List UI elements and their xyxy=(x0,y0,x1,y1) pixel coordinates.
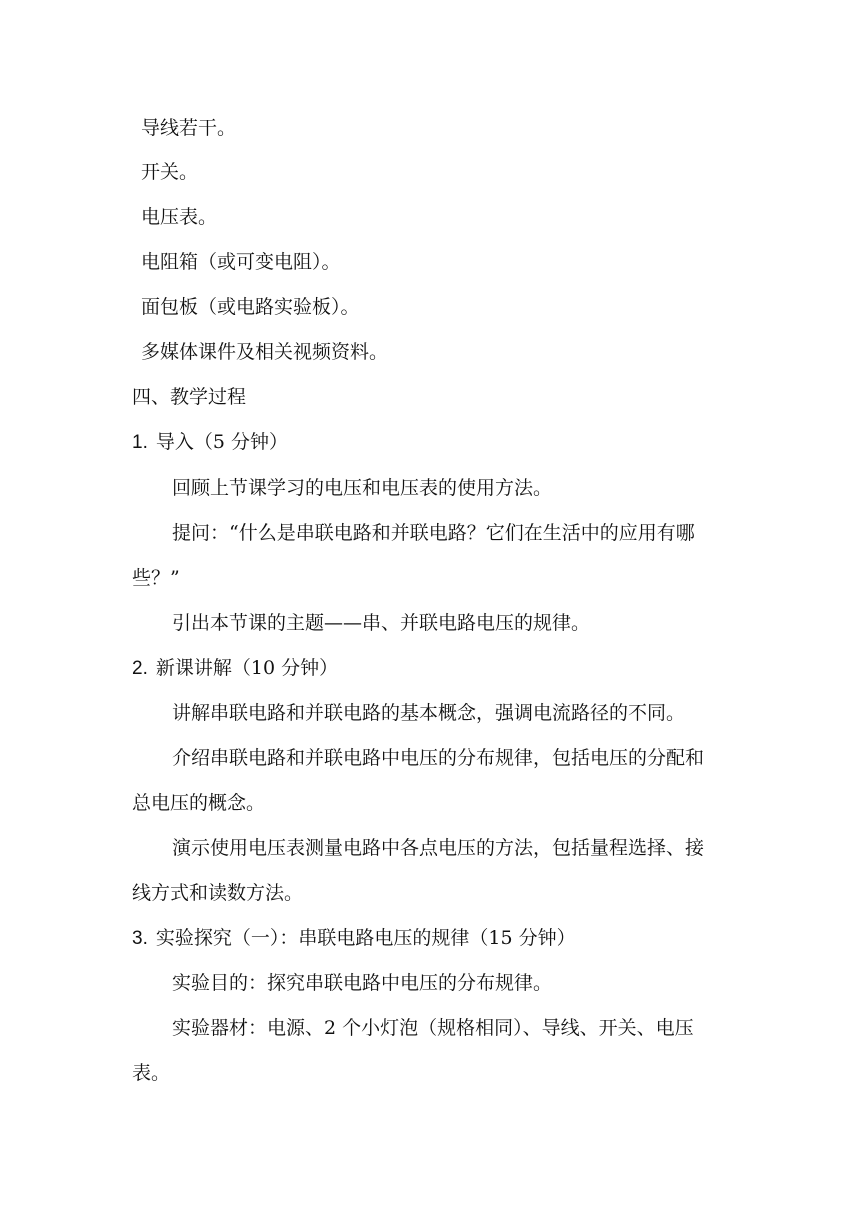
paragraph-continuation: 线方式和读数方法。 xyxy=(132,882,304,904)
step-title: 新课讲解（10 分钟） xyxy=(155,657,339,679)
material-item-breadboard: 面包板（或电路实验板）。 xyxy=(141,296,360,318)
step-heading-lecture xyxy=(132,653,338,683)
step-number: 1. xyxy=(132,432,148,453)
step-heading-intro xyxy=(132,427,288,457)
material-item-wires: 导线若干。 xyxy=(141,117,237,139)
paragraph: 实验目的：探究串联电路中电压的分布规律。 xyxy=(172,972,553,994)
step-number: 2. xyxy=(132,658,148,679)
material-item-voltmeter: 电压表。 xyxy=(141,206,218,228)
paragraph: 提问：“什么是串联电路和并联电路？它们在生活中的应用有哪 xyxy=(172,522,695,544)
step-title: 导入（5 分钟） xyxy=(155,431,288,453)
paragraph-continuation: 总电压的概念。 xyxy=(132,792,266,814)
step-number: 3. xyxy=(132,928,148,949)
paragraph: 讲解串联电路和并联电路的基本概念，强调电流路径的不同。 xyxy=(172,702,686,724)
step-title: 实验探究（一）：串联电路电压的规律（15 分钟） xyxy=(155,927,576,949)
paragraph: 演示使用电压表测量电路中各点电压的方法，包括量程选择、接 xyxy=(172,837,705,859)
paragraph-continuation: 表。 xyxy=(132,1062,171,1084)
paragraph: 介绍串联电路和并联电路中电压的分布规律，包括电压的分配和 xyxy=(172,747,705,769)
paragraph: 回顾上节课学习的电压和电压表的使用方法。 xyxy=(172,477,553,499)
paragraph: 实验器材：电源、2 个小灯泡（规格相同）、导线、开关、电压 xyxy=(172,1017,694,1039)
material-item-multimedia: 多媒体课件及相关视频资料。 xyxy=(141,341,389,363)
material-item-switch: 开关。 xyxy=(141,161,199,183)
step-heading-experiment xyxy=(132,923,576,953)
material-item-resistance-box: 电阻箱（或可变电阻）。 xyxy=(141,251,341,273)
paragraph-continuation: 些？” xyxy=(132,567,180,589)
paragraph: 引出本节课的主题——串、并联电路电压的规律。 xyxy=(172,612,591,634)
section-heading: 四、教学过程 xyxy=(132,386,247,408)
